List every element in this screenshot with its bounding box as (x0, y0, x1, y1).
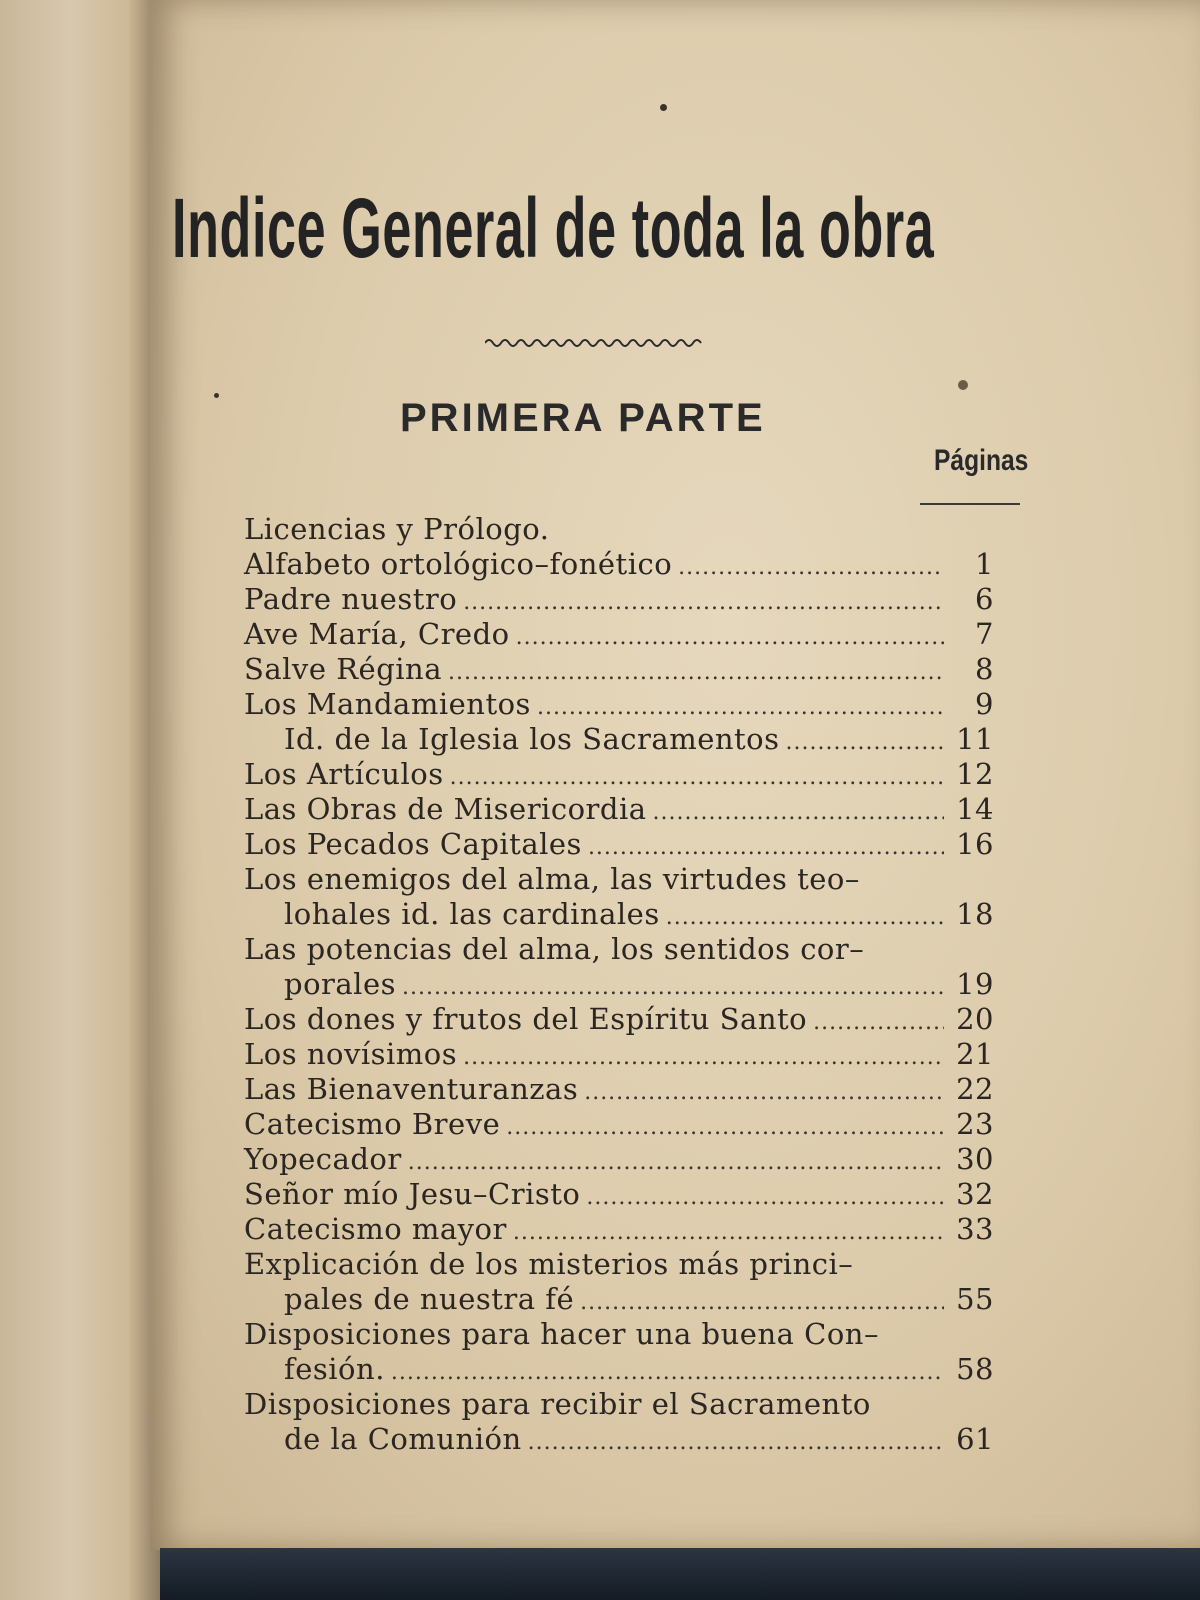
toc-entry-page: 12 (956, 757, 994, 791)
toc-entry-text: Ave María, Credo (244, 617, 510, 651)
toc-entry-text: Disposiciones para recibir el Sacramento (244, 1387, 871, 1421)
toc-entry-page: 6 (975, 582, 994, 616)
toc-entry-text: Catecismo Breve (244, 1107, 501, 1141)
toc-entry-text: Las Obras de Misericordia (244, 792, 647, 826)
toc-entry (244, 1037, 994, 1072)
toc-entry-page: 8 (975, 652, 994, 686)
leader-dots (450, 760, 944, 795)
pages-column-rule (920, 503, 1020, 505)
toc-entry-text: Los Pecados Capitales (244, 827, 582, 861)
toc-entry-text: Padre nuestro (244, 582, 458, 616)
toc-entry (244, 897, 994, 932)
toc-entry-text: Señor mío Jesu–Cristo (244, 1177, 581, 1211)
toc-entry (244, 652, 994, 687)
toc-entry-text: Las Bienaventuranzas (244, 1072, 579, 1106)
page-title: Indice General de toda la obra (172, 181, 935, 275)
toc-entry-text: Licencias y Prólogo. (244, 512, 550, 546)
toc-entry-text: de la Comunión (284, 1422, 522, 1456)
leader-dots (813, 1005, 944, 1040)
toc-entry (244, 862, 994, 897)
leader-dots (402, 970, 944, 1005)
toc-entry-text: Yopecador (244, 1142, 402, 1176)
leader-dots (678, 550, 944, 585)
left-page-edge (0, 0, 160, 1600)
toc-entry-text: lohales id. las cardinales (284, 897, 660, 931)
leader-dots (584, 1075, 944, 1110)
toc-entry (244, 722, 994, 757)
toc-entry (244, 827, 994, 862)
toc-entry-text: Los Artículos (244, 757, 444, 791)
leader-dots (666, 900, 944, 935)
leader-dots (463, 1040, 944, 1075)
toc-entry-page: 33 (956, 1212, 994, 1246)
leader-dots (391, 1355, 944, 1390)
toc-entry-text: Alfabeto ortológico–fonético (244, 547, 673, 581)
toc-entry-text: pales de nuestra fé (284, 1282, 575, 1316)
toc-entry (244, 967, 994, 1002)
toc-entry-page: 32 (956, 1177, 994, 1211)
toc-entry (244, 1247, 994, 1282)
toc-entry (244, 1142, 994, 1177)
toc-entry (244, 1107, 994, 1142)
table-of-contents (244, 512, 994, 1457)
toc-entry-text: fesión. (284, 1352, 385, 1386)
toc-entry-text: Disposiciones para hacer una buena Con– (244, 1317, 879, 1351)
leader-dots (586, 1180, 944, 1215)
leader-dots (513, 1215, 944, 1250)
toc-entry (244, 547, 994, 582)
toc-entry (244, 687, 994, 722)
leader-dots (516, 620, 944, 655)
toc-entry-text: Salve Régina (244, 652, 442, 686)
toc-entry (244, 932, 994, 967)
leader-dots (463, 585, 944, 620)
toc-entry (244, 582, 994, 617)
toc-entry-text: Los dones y frutos del Espíritu Santo (244, 1002, 808, 1036)
toc-entry-text: Id. de la Iglesia los Sacramentos (284, 722, 780, 756)
toc-entry-page: 22 (956, 1072, 994, 1106)
toc-entry (244, 1212, 994, 1247)
toc-entry-page: 21 (956, 1037, 994, 1071)
leader-dots (448, 655, 944, 690)
leader-dots (588, 830, 944, 865)
leader-dots (528, 1425, 944, 1460)
toc-entry (244, 1177, 994, 1212)
toc-entry-text: Los Mandamientos (244, 687, 531, 721)
leader-dots (580, 1285, 944, 1320)
toc-entry (244, 1352, 994, 1387)
toc-entry-text: Los enemigos del alma, las virtudes teo– (244, 862, 860, 896)
wavy-divider (485, 336, 705, 350)
toc-entry-text: Explicación de los misterios más princi– (244, 1247, 854, 1281)
toc-entry-page: 55 (956, 1282, 994, 1316)
toc-entry-page: 14 (956, 792, 994, 826)
leader-dots (537, 690, 944, 725)
toc-entry-text: Las potencias del alma, los sentidos cor– (244, 932, 865, 966)
toc-entry-page: 20 (956, 1002, 994, 1036)
toc-entry (244, 512, 994, 547)
toc-entry (244, 617, 994, 652)
toc-entry (244, 1282, 994, 1317)
toc-entry-page: 30 (956, 1142, 994, 1176)
toc-entry (244, 792, 994, 827)
toc-entry (244, 757, 994, 792)
toc-entry (244, 1387, 994, 1422)
toc-entry-page: 61 (956, 1422, 994, 1456)
ink-spot (958, 380, 968, 390)
leader-dots (786, 725, 944, 760)
ink-spot (660, 104, 667, 111)
toc-entry-page: 18 (956, 897, 994, 931)
pages-column-label: Páginas (934, 444, 1029, 477)
part-heading: PRIMERA PARTE (400, 396, 766, 440)
leader-dots (506, 1110, 944, 1145)
toc-entry-text: porales (284, 967, 396, 1001)
toc-entry-page: 23 (956, 1107, 994, 1141)
toc-entry-page: 58 (956, 1352, 994, 1386)
toc-entry (244, 1072, 994, 1107)
toc-entry-text: Los novísimos (244, 1037, 458, 1071)
toc-entry-page: 9 (975, 687, 994, 721)
toc-entry (244, 1317, 994, 1352)
toc-entry-page: 1 (975, 547, 994, 581)
leader-dots (408, 1145, 944, 1180)
toc-entry (244, 1422, 994, 1457)
book-bottom-edge (160, 1548, 1200, 1600)
toc-entry (244, 1002, 994, 1037)
toc-entry-page: 7 (975, 617, 994, 651)
ink-spot (214, 393, 219, 398)
toc-entry-page: 16 (956, 827, 994, 861)
leader-dots (653, 795, 944, 830)
toc-entry-text: Catecismo mayor (244, 1212, 507, 1246)
toc-entry-page: 11 (956, 722, 994, 756)
toc-entry-page: 19 (956, 967, 994, 1001)
